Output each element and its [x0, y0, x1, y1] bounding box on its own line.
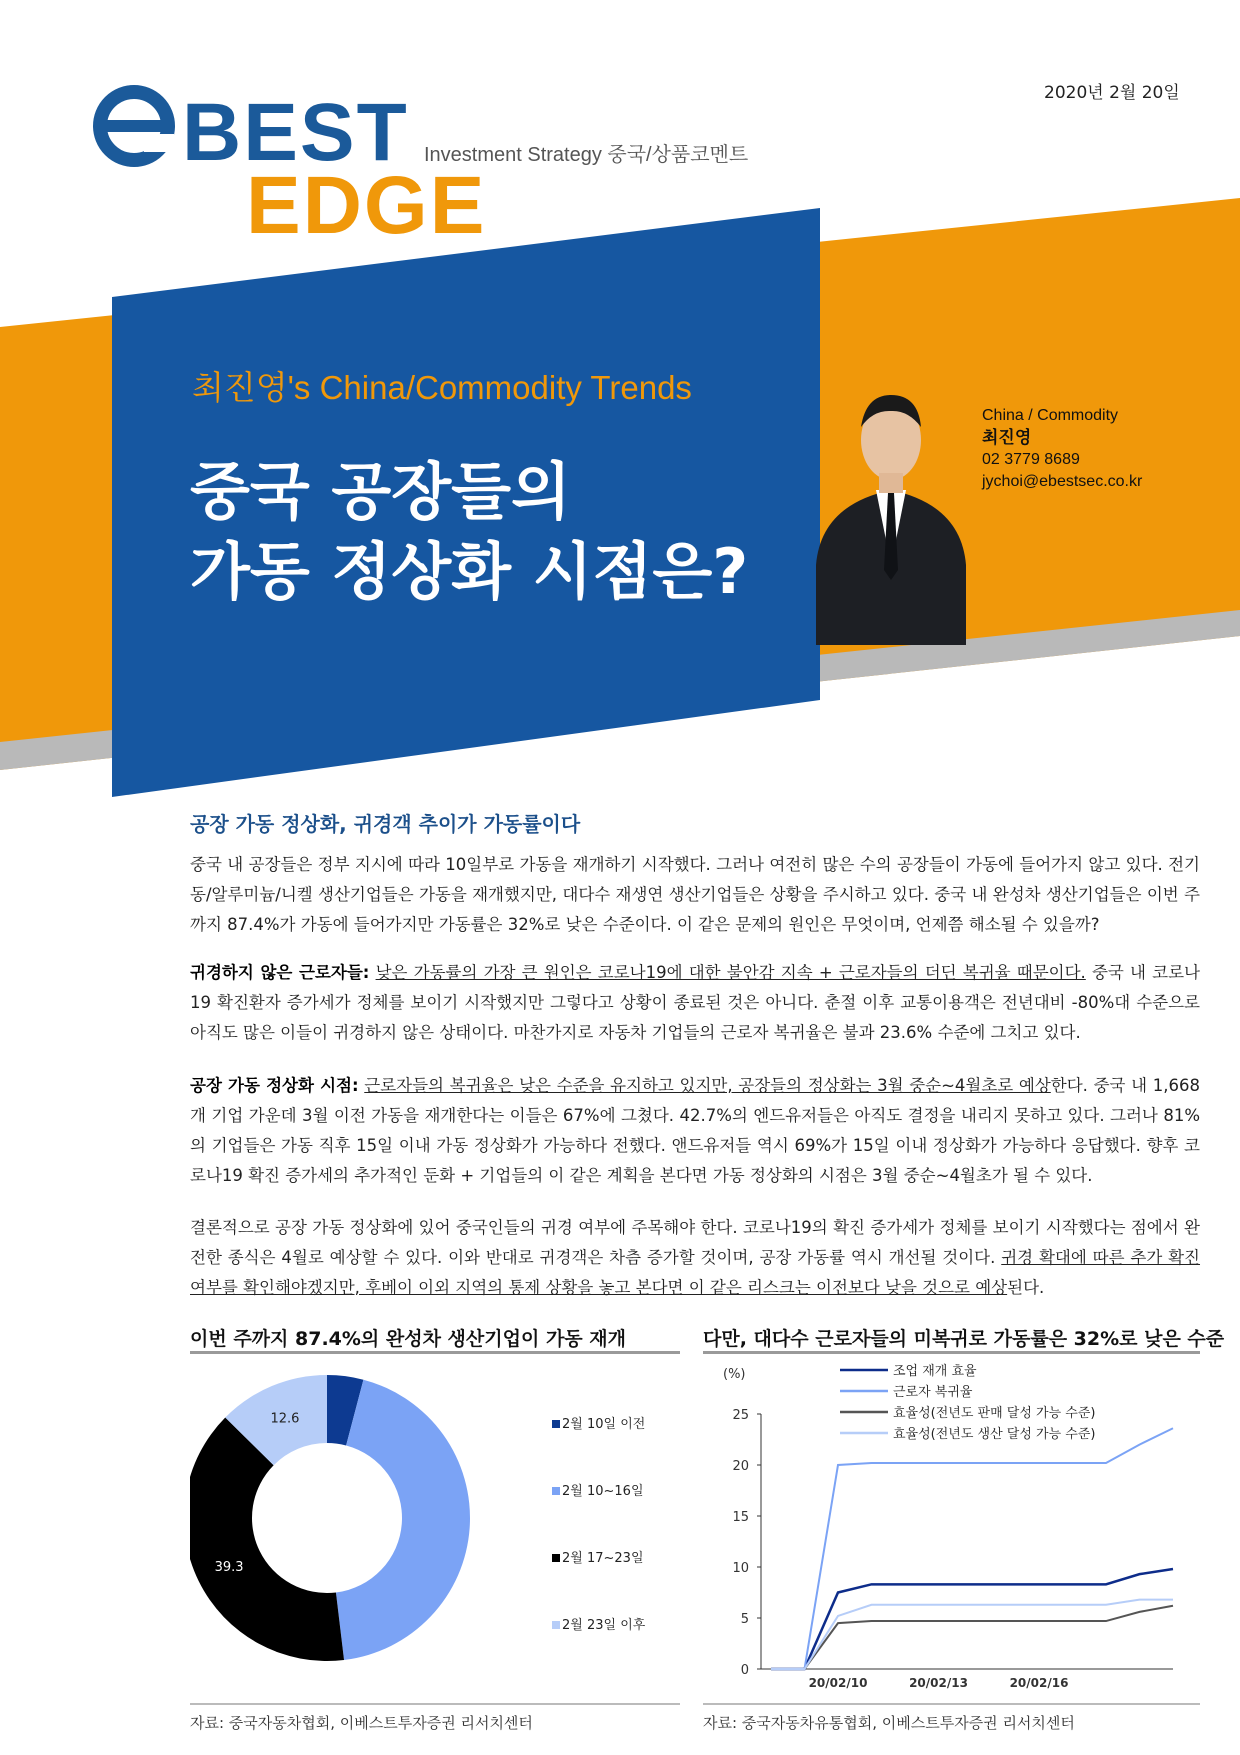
y-tick-label: 0 [740, 1663, 749, 1678]
logo-edge: EDGE [246, 160, 487, 251]
donut-legend-label: 2월 10일 이전 [562, 1417, 646, 1432]
line-legend-label: 효율성(전년도 판매 달성 가능 수준) [893, 1406, 1096, 1421]
legend-swatch [552, 1621, 560, 1629]
paragraph-4 [190, 1213, 1200, 1303]
paragraph-3-rest: 한다. 중국 내 1,668개 기업 가운데 3월 이전 가동을 재개한다는 이들은 67%에 그쳤다. 42.7%의 엔드유저들은 아직도 결정을 내리지 못하고 있다. 그러나 81%의 기업들은 가동 직후 15일 이내 가동 정상화가 가능하다 전했다. 앤드유저들 역시 69%가 15일 이내 정상화가 가능하다 응답했다. 향후 코로나19 확진 증가세의 추가적인 둔화 + 기업들의 이 같은 계획을 본다면 가동 정상화의 시점은 3월 중순~4월초가 될 수 있다. [190, 1076, 1200, 1185]
headline-line2: 가동 정상화 시점은? [190, 535, 749, 608]
donut-data-label: 39.3 [214, 1559, 244, 1575]
analyst-portrait [806, 365, 976, 645]
legend-swatch [552, 1554, 560, 1562]
headline [190, 452, 810, 612]
series-line [771, 1606, 1173, 1669]
x-tick-label: 20/02/10 [808, 1676, 868, 1690]
report-subtitle: Investment Strategy 중국/상품코멘트 [424, 144, 749, 166]
donut-legend-label: 2월 23일 이후 [562, 1618, 646, 1633]
ebest-logo-icon [92, 84, 176, 168]
section-title: 공장 가동 정상화, 귀경객 추이가 가동률이다 [190, 812, 581, 836]
paragraph-4-plain: 결론적으로 공장 가동 정상화에 있어 중국인들의 귀경 여부에 주목해야 한다. 코로나19의 확진 증가세가 정체를 보이기 시작했다는 점에서 완전한 종식은 4월로 예상할 수 있다. 이와 반대로 귀경객은 차츰 증가할 것이며, 공장 가동률 역시 개선될 것이다. [190, 1218, 1200, 1267]
line-chart [703, 1356, 1200, 1698]
legend-swatch [552, 1420, 560, 1428]
paragraph-3-lead: 공장 가동 정상화 시점: [190, 1076, 359, 1095]
donut-slice [336, 1380, 470, 1660]
right-chart-title: 다만, 대다수 근로자들의 미복귀로 가동률은 32%로 낮은 수준 [703, 1328, 1225, 1350]
y-tick-label: 20 [732, 1459, 749, 1474]
author-name: 최진영 [982, 428, 1032, 447]
report-date: 2020년 2월 20일 [1044, 83, 1180, 103]
legend-swatch [552, 1487, 560, 1495]
donut-legend-label: 2월 17~23일 [562, 1551, 644, 1566]
author-phone: 02 3779 8689 [982, 451, 1080, 468]
series-title: 최진영's China/Commodity Trends [192, 369, 692, 406]
paragraph-2 [190, 958, 1200, 1048]
author-role: China / Commodity [982, 407, 1119, 424]
paragraph-2-underlined: 낮은 가동률의 가장 큰 원인은 코로나19에 대한 불안감 지속 + 근로자들의 더딘 복귀율 때문이다. [375, 963, 1086, 982]
line-legend-label: 조업 재개 효율 [893, 1364, 977, 1379]
donut-data-label: 12.6 [270, 1411, 300, 1427]
donut-legend-label: 2월 10~16일 [562, 1484, 644, 1499]
paragraph-2-lead: 귀경하지 않은 근로자들: [190, 963, 370, 982]
line-legend-label: 효율성(전년도 생산 달성 가능 수준) [893, 1427, 1096, 1442]
right-chart-rule [703, 1351, 1200, 1354]
right-chart-source: 자료: 중국자동차유통협회, 이베스트투자증권 리서치센터 [703, 1714, 1075, 1732]
y-tick-label: 5 [740, 1612, 749, 1627]
left-chart-bottom-rule [190, 1703, 680, 1705]
headline-line1: 중국 공장들의 [190, 455, 571, 528]
y-tick-label: 15 [732, 1510, 749, 1525]
line-legend-label: 근로자 복귀율 [893, 1385, 973, 1400]
left-chart-title: 이번 주까지 87.4%의 완성차 생산기업이 가동 재개 [190, 1328, 626, 1350]
author-block [982, 405, 1142, 493]
donut-chart [190, 1360, 680, 1700]
logo-best: BEST [182, 87, 409, 178]
paragraph-1: 중국 내 공장들은 정부 지시에 따라 10일부로 가동을 재개하기 시작했다. 그러나 여전히 많은 수의 공장들이 가동에 들어가지 않고 있다. 전기동/알루미늄/니켈 생산기업들은 가동을 재개했지만, 대다수 재생연 생산기업들은 상황을 주시하고 있다. 중국 내 완성차 생산기업들은 이번 주까지 87.4%가 가동에 들어가지만 가동률은 32%로 낮은 수준이다. 이 같은 문제의 원인은 무엇이며, 언제쯤 해소될 수 있을까? [190, 855, 1200, 934]
y-tick-label: 25 [732, 1408, 749, 1423]
author-email[interactable]: jychoi@ebestsec.co.kr [982, 473, 1143, 490]
x-tick-label: 20/02/13 [909, 1676, 968, 1690]
right-chart-bottom-rule [703, 1703, 1200, 1705]
paragraph-4-end: 된다. [1007, 1278, 1045, 1297]
paragraph-2-rest: 중국 내 코로나19 확진환자 증가세가 정체를 보이기 시작했지만 그렇다고 상황이 종료된 것은 아니다. 춘절 이후 교통이용객은 전년대비 -80%대 수준으로 아직도 많은 이들이 귀경하지 않은 상태이다. 마찬가지로 자동차 기업들의 근로자 복귀율은 불과 23.6% 수준에 그치고 있다. [190, 963, 1200, 1042]
left-chart-source: 자료: 중국자동차협회, 이베스트투자증권 리서치센터 [190, 1714, 533, 1732]
paragraph-3 [190, 1071, 1200, 1191]
paragraph-3-underlined: 근로자들의 복귀율은 낮은 수준을 유지하고 있지만, 공장들의 정상화는 3월 중순~4월초로 예상 [364, 1076, 1051, 1095]
left-chart-rule [190, 1351, 680, 1354]
y-tick-label: 10 [732, 1561, 749, 1576]
paragraph-4-underlined: 귀경 확대에 따른 추가 확진 여부를 확인해야겠지만, 후베이 이외 지역의 통제 상황을 놓고 본다면 이 같은 리스크는 이전보다 낮을 것으로 예상 [190, 1248, 1201, 1297]
x-tick-label: 20/02/16 [1009, 1676, 1069, 1690]
y-axis-unit: (%) [723, 1367, 746, 1382]
